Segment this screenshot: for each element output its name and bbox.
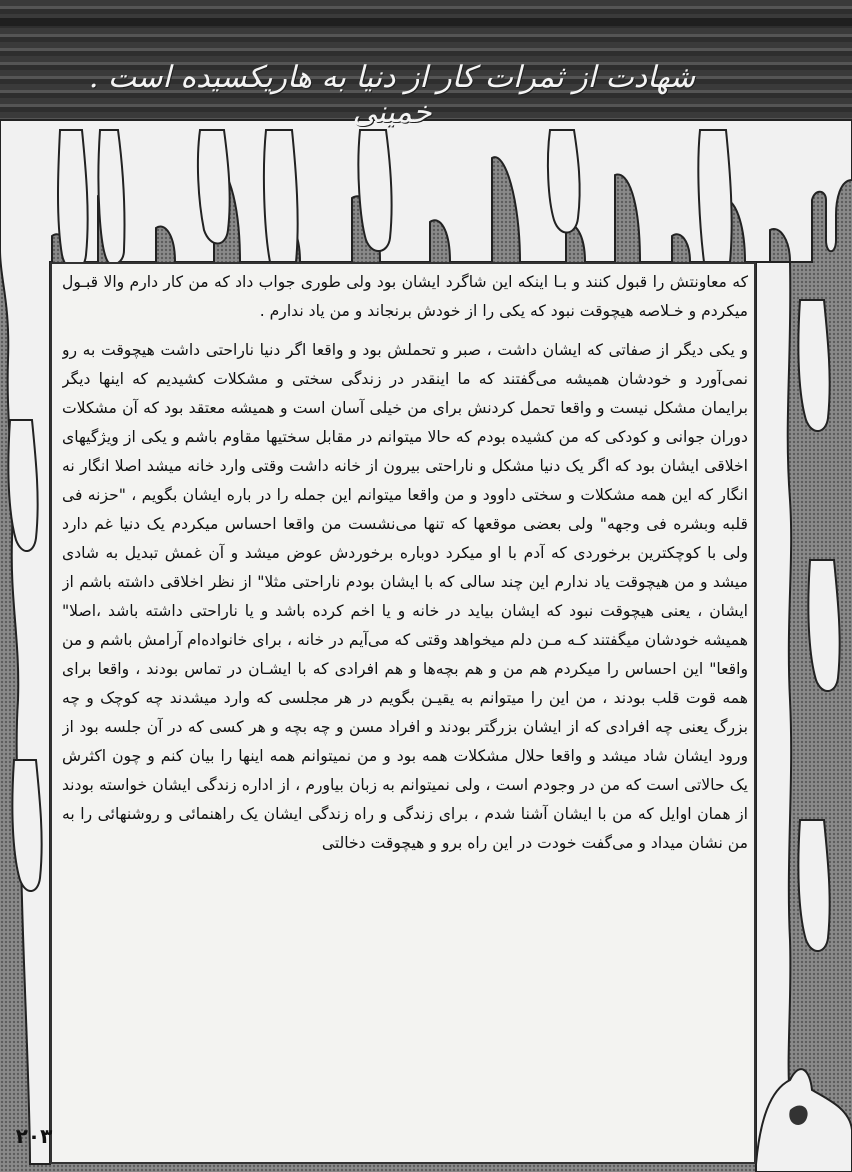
article-body xyxy=(62,268,748,1158)
paragraph: و یکی دیگر از صفاتی که ایشان داشت ، صبر و تحملش بود و واقعا اگر دنیا ناراحتی داشت هیچوقت به رو نمی‌آورد و خودشان همیشه می‌گفتند که ما اینقدر در زندگی سختی و مشکلات کشیدیم که اینها دیگر برایمان مشکل نیست و واقعا تحمل کردنش برای من خیلی آسان است و همیشه معتقد بود که آن مشکلات دوران جوانی و کودکی که من کشیده بودم که حالا میتوانم در مقابل سختیها مقاوم باشم و یکی از ویژگیهای اخلاقی ایشان بود که اگر یک دنیا مشکل و ناراحتی بیرون از خانه داشت وقتی وارد خانه میشد اصلا انگار نه انگار که این همه مشکلات و سختی داوود و من واقعا میتوانم این جمله را در باره ایشان بگویم ، "حزنه فی قلبه وبشره فی وجهه" ولی بعضی موقعها که تنها می‌نشست من واقعا احساس میکردم یک دنیا غم دارد ولی با کوچکترین برخوردی که آدم با او میکرد دوباره برخوردش عوض میشد و آن غمش تبدیل به شادی میشد و من هیچوقت یاد ندارم این چند سالی که با ایشان بودم ناراحتی مثلا" از نظر اخلاقی داشته باشم از ایشان ، یعنی هیچوقت نبود که ایشان بیاید در خانه و یا اخم کرده باشد و یا ناراحتی داشته باشد ،اصلا" همیشه خودشان میگفتند کـه مـن دلم میخواهد وقتی که می‌آیم در خانه ، برای خانواده‌ام آرامش باشم و من واقعا" این احساس را میکردم هم من و هم بچه‌ها و هم افرادی که با ایشـان در تماس بودند ، واقعا برای همه قوت قلب بودند ، من این را میتوانم به یقیـن بگویم در هر مجلسی که وارد میشدند چه کوچک و چه بزرگ یعنی چه افرادی که از ایشان بزرگتر بودند و افراد مسن و چه بچه و هر کسی که در آن جلسه بود از ورود ایشان شاد میشد و واقعا حلال مشکلات همه بود و من نمیتوانم همه اینها را بیان کنم و چون اکثرش یک حالاتی است که من در وجودم است ، ولی نمیتوانم به زبان بیاورم ، از اداره زندگی ایشان خواسته بودند از همان اوایل که من با ایشان آشنا شدم ، برای زندگی و راه زندگی ایشان یک راهنمائی و روشنهائی را به من نشان میداد و می‌گفت خودت در این راه برو و هیچوقت دخالتی xyxy=(62,341,748,852)
page-number: ۲۰۳ xyxy=(15,1124,53,1148)
page-title: شهادت از ثمرات کار از دنیا به هاریکسیده است . خمینی xyxy=(88,60,696,130)
paragraph: که معاونتش را قبول کنند و بـا اینکه این شاگرد ایشان بود ولی طوری جواب داد که من کار دارم والا قبـول میکردم و خـلاصه هیچوقت نبود که یکی را از خودش برنجاند و من یاد ندارم . xyxy=(62,273,748,320)
